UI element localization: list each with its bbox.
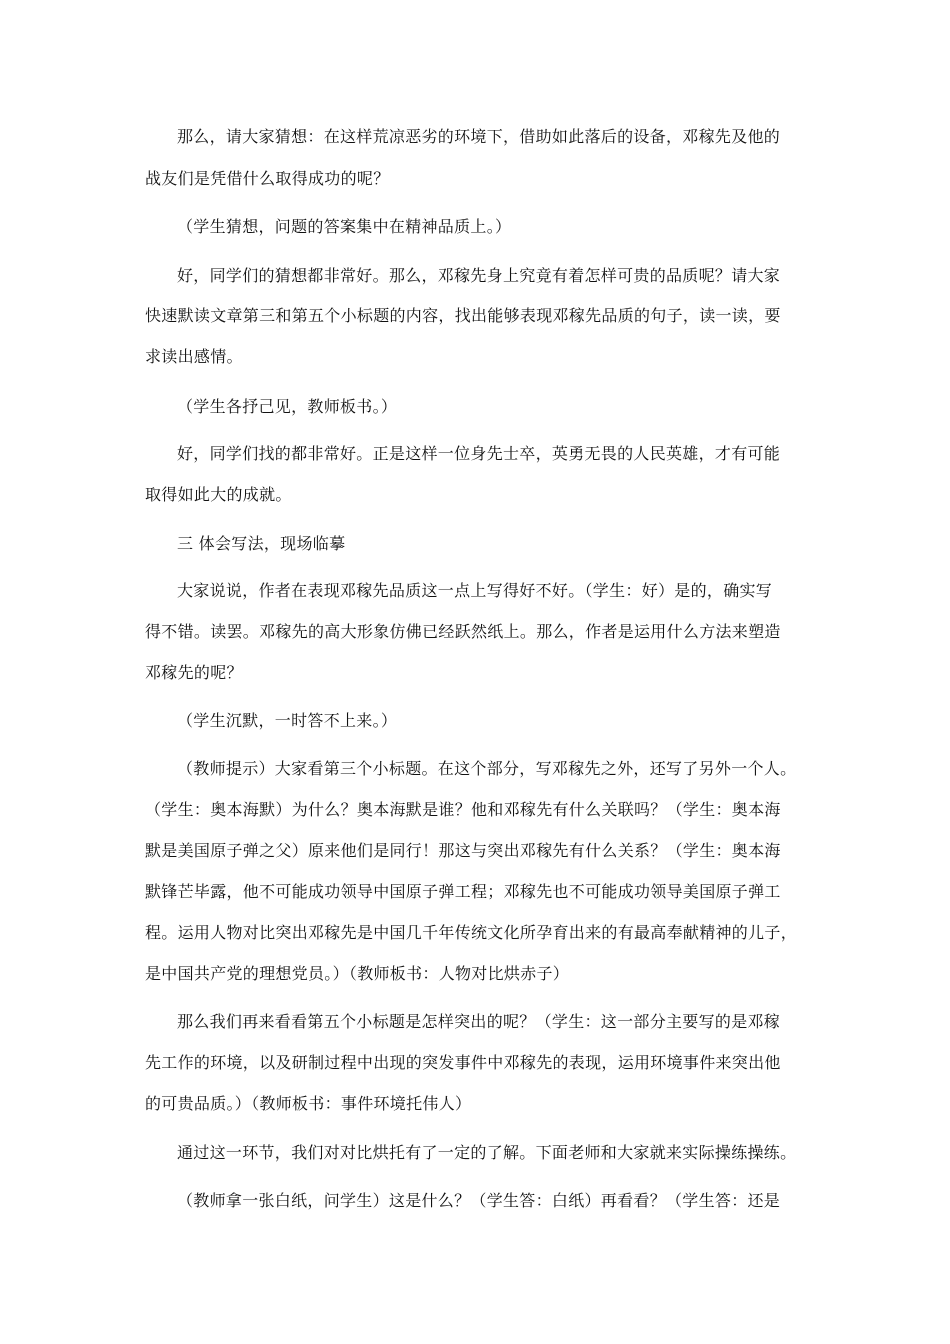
paragraph-line: 先工作的环境，以及研制过程中出现的突发事件中邓稼先的表现，运用环境事件来突出他: [145, 1053, 781, 1072]
paragraph-line: 是中国共产党的理想党员。）（教师板书：人物对比烘赤子）: [145, 964, 570, 983]
paragraph-line: （教师提示）大家看第三个小标题。在这个部分，写邓稼先之外，还写了另外一个人。: [177, 759, 797, 778]
paragraph-line: 求读出感情。: [145, 347, 243, 366]
paragraph-line: 程。运用人物对比突出邓稼先是中国几千年传统文化所孕育出来的有最高奉献精神的儿子，: [145, 923, 798, 942]
paragraph-line: （学生：奥本海默）为什么？奥本海默是谁？他和邓稼先有什么关联吗？（学生：奥本海: [145, 800, 781, 819]
paragraph-line: 得不错。读罢。邓稼先的高大形象仿佛已经跃然纸上。那么，作者是运用什么方法来塑造: [145, 622, 781, 641]
paragraph-line: （学生沉默，一时答不上来。）: [177, 711, 398, 730]
paragraph-line: 好，同学们的猜想都非常好。那么，邓稼先身上究竟有着怎样可贵的品质呢？请大家: [177, 266, 781, 285]
section-heading: 三 体会写法，现场临摹: [177, 534, 346, 553]
paragraph-line: 大家说说，作者在表现邓稼先品质这一点上写得好不好。（学生：好）是的，确实写: [177, 581, 773, 600]
paragraph-line: 那么，请大家猜想：在这样荒凉恶劣的环境下，借助如此落后的设备，邓稼先及他的: [177, 127, 781, 146]
paragraph-line: 默锋芒毕露，他不可能成功领导中国原子弹工程；邓稼先也不可能成功领导美国原子弹工: [145, 882, 781, 901]
paragraph-line: 取得如此大的成就。: [145, 485, 292, 504]
paragraph-line: 通过这一环节，我们对对比烘托有了一定的了解。下面老师和大家就来实际操练操练。: [177, 1143, 797, 1162]
paragraph-line: 快速默读文章第三和第五个小标题的内容，找出能够表现邓稼先品质的句子，读一读，要: [145, 306, 781, 325]
paragraph-line: 战友们是凭借什么取得成功的呢？: [145, 169, 390, 188]
paragraph-line: 的可贵品质。）（教师板书：事件环境托伟人）: [145, 1094, 472, 1113]
paragraph-line: （学生各抒己见，教师板书。）: [177, 397, 398, 416]
paragraph-line: 邓稼先的呢？: [145, 663, 243, 682]
paragraph-line: 那么我们再来看看第五个小标题是怎样突出的呢？（学生：这一部分主要写的是邓稼: [177, 1012, 781, 1031]
paragraph-line: 默是美国原子弹之父）原来他们是同行！那这与突出邓稼先有什么关系？（学生：奥本海: [145, 841, 781, 860]
paragraph-line: （教师拿一张白纸，问学生）这是什么？（学生答：白纸）再看看？（学生答：还是: [177, 1191, 781, 1210]
paragraph-line: （学生猜想，问题的答案集中在精神品质上。）: [177, 217, 512, 236]
paragraph-line: 好，同学们找的都非常好。正是这样一位身先士卒，英勇无畏的人民英雄，才有可能: [177, 444, 781, 463]
